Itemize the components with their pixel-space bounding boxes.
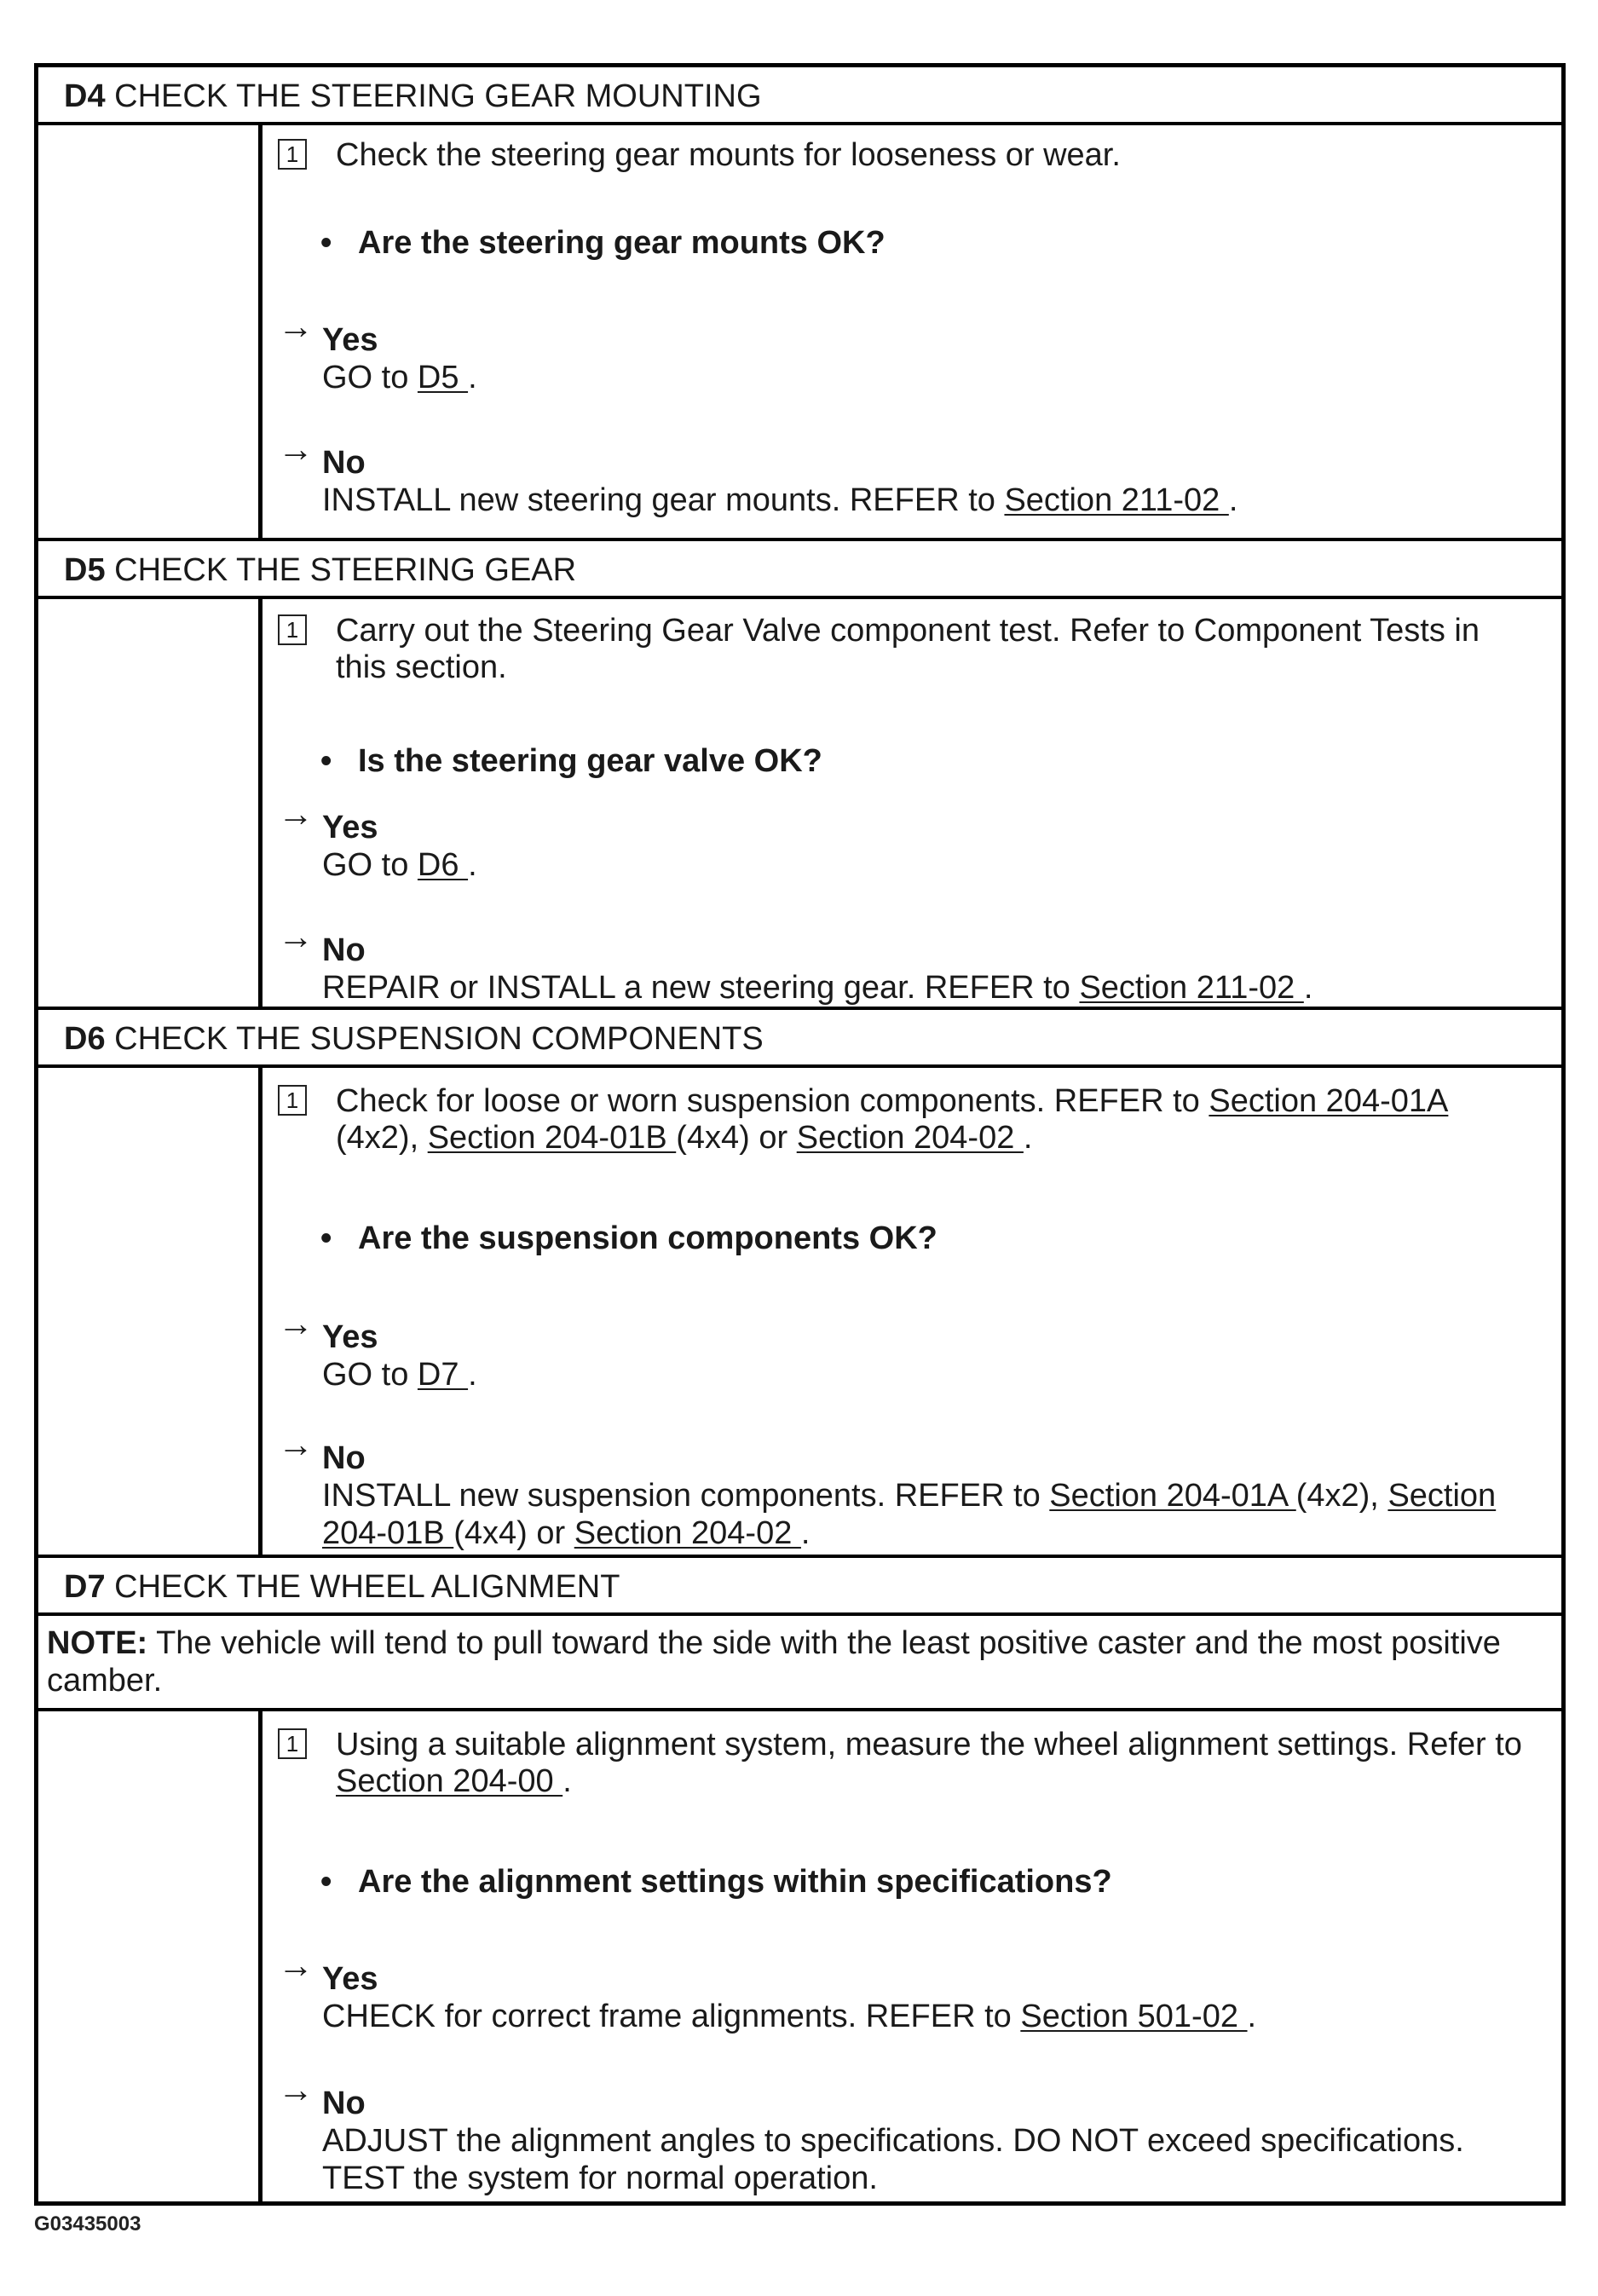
d7-no-label: No (322, 2085, 366, 2121)
d7-yes-text (322, 1998, 1556, 2035)
arrow-right-icon: → (278, 1945, 314, 1985)
step-checkbox-icon: 1 (278, 614, 307, 645)
d7-answer-no (278, 2069, 1556, 2197)
link-d5[interactable]: D5 (417, 360, 469, 395)
link-section-204-01a[interactable]: Section 204-01A (1209, 1083, 1449, 1119)
d4-yes-post: . (468, 360, 477, 395)
arrow-right-icon: → (278, 306, 314, 346)
d6-yes-post: . (468, 1357, 477, 1393)
d5-code: D5 (64, 552, 106, 588)
d6-step (278, 1083, 1548, 1157)
d6-step-mid2: (4x4) or (676, 1120, 797, 1156)
step-checkbox-icon: 1 (278, 1728, 307, 1759)
d5-step-text (336, 613, 1548, 686)
arrow-right-icon: → (278, 1424, 314, 1464)
d7-yes-post: . (1247, 1999, 1257, 2034)
d7-no-line1: ADJUST the alignment angles to specifications. DO NOT exceed specifications. (322, 2123, 1464, 2159)
d6-yes-text (322, 1356, 1556, 1393)
d6-question-text: Are the suspension components OK? (358, 1220, 937, 1256)
d6-answer-no (278, 1424, 1556, 1552)
bullet-icon: • (320, 743, 332, 779)
d5-left-cell (38, 599, 262, 1007)
d6-answer-yes (278, 1303, 1556, 1393)
link-section-204-01b[interactable]: Section 204-01B (427, 1120, 677, 1156)
d6-no-pre: INSTALL new suspension components. REFER to (322, 1478, 1050, 1514)
link-section-204-01a[interactable]: Section 204-01A (1049, 1478, 1296, 1514)
d6-code: D6 (64, 1021, 106, 1057)
d7-right-cell (262, 1711, 1561, 2201)
d4-question-text: Are the steering gear mounts OK? (358, 225, 886, 261)
link-d6[interactable]: D6 (417, 847, 469, 883)
link-section-211-02[interactable]: Section 211-02 (1079, 970, 1304, 1006)
d5-right-cell (262, 599, 1561, 1007)
d7-code: D7 (64, 1569, 106, 1605)
d6-no-post: . (800, 1515, 811, 1551)
d4-title: CHECK THE STEERING GEAR MOUNTING (114, 78, 762, 114)
d4-no-pre: INSTALL new steering gear mounts. REFER to (322, 482, 1005, 518)
d4-row (38, 125, 1561, 541)
d7-step-post: . (562, 1763, 572, 1799)
d5-yes-post: . (468, 847, 477, 883)
arrow-right-icon: → (278, 916, 314, 956)
d6-step-pre: Check for loose or worn suspension components. REFER to (336, 1083, 1209, 1119)
d4-left-cell (38, 125, 262, 538)
d4-answer-no (278, 429, 1556, 519)
d4-yes-pre: GO to (322, 360, 418, 395)
link-d7[interactable]: D7 (417, 1357, 469, 1393)
d4-no-text (322, 482, 1556, 519)
note-text: The vehicle will tend to pull toward the side with the least positive caster and the most positive camber. (47, 1625, 1501, 1699)
d5-answer-yes (278, 793, 1556, 884)
bullet-icon: • (320, 225, 332, 261)
link-section-204-01b-cont[interactable]: 204-01B (322, 1515, 454, 1551)
d5-no-label: No (322, 932, 366, 968)
d6-header (38, 1010, 1561, 1068)
d4-header (38, 67, 1561, 125)
d7-question-text: Are the alignment settings within specifications? (358, 1864, 1112, 1900)
bullet-icon: • (320, 1220, 332, 1256)
arrow-right-icon: → (278, 793, 314, 834)
d6-title: CHECK THE SUSPENSION COMPONENTS (114, 1021, 764, 1057)
d7-step-text (336, 1727, 1548, 1800)
d4-step-text: Check the steering gear mounts for looseness or wear. (336, 137, 1121, 173)
d6-yes-label: Yes (322, 1319, 378, 1355)
d6-step-mid1: (4x2), (336, 1120, 428, 1156)
step-checkbox-icon: 1 (278, 139, 307, 170)
note-label: NOTE: (47, 1625, 148, 1661)
d6-no-mid1: (4x2), (1295, 1478, 1388, 1514)
d5-header (38, 541, 1561, 599)
d6-yes-pre: GO to (322, 1357, 418, 1393)
d4-step (278, 137, 1548, 174)
d6-left-cell (38, 1068, 262, 1555)
d6-no-label: No (322, 1440, 366, 1476)
d7-header (38, 1558, 1561, 1616)
d7-question (320, 1863, 1112, 1901)
d6-question (320, 1220, 937, 1257)
link-section-204-02[interactable]: Section 204-02 (796, 1120, 1024, 1156)
d7-row (38, 1711, 1561, 2201)
d6-right-cell (262, 1068, 1561, 1555)
d7-step-pre: Using a suitable alignment system, measure the wheel alignment settings. Refer to (336, 1727, 1522, 1762)
d5-question-text: Is the steering gear valve OK? (358, 743, 822, 779)
d7-title: CHECK THE WHEEL ALIGNMENT (114, 1569, 620, 1605)
link-section-501-02[interactable]: Section 501-02 (1020, 1999, 1248, 2034)
d4-no-post: . (1228, 482, 1238, 518)
bullet-icon: • (320, 1864, 332, 1900)
d5-question (320, 742, 822, 780)
d5-no-text (322, 969, 1556, 1007)
d5-step-line2: this section. (336, 649, 507, 685)
d6-step-text (336, 1083, 1548, 1157)
d7-no-line2: TEST the system for normal operation. (322, 2160, 878, 2196)
arrow-right-icon: → (278, 2069, 314, 2109)
d7-step (278, 1727, 1548, 1800)
d7-left-cell (38, 1711, 262, 2201)
d5-row (38, 599, 1561, 1010)
d5-step-line1: Carry out the Steering Gear Valve component test. Refer to Component Tests in (336, 613, 1480, 649)
d5-yes-label: Yes (322, 810, 378, 845)
d4-question (320, 224, 886, 262)
d4-answer-yes (278, 306, 1556, 396)
arrow-right-icon: → (278, 429, 314, 469)
d4-no-label: No (322, 445, 366, 481)
d4-yes-text (322, 359, 1556, 396)
d5-title: CHECK THE STEERING GEAR (114, 552, 577, 588)
d5-yes-pre: GO to (322, 847, 418, 883)
d6-no-text (322, 1477, 1556, 1552)
figure-code: G03435003 (34, 2212, 141, 2235)
step-checkbox-icon: 1 (278, 1085, 307, 1116)
d6-row (38, 1068, 1561, 1558)
d7-answer-yes (278, 1945, 1556, 2035)
d4-code: D4 (64, 78, 106, 114)
d5-yes-text (322, 846, 1556, 884)
d6-no-mid2: (4x4) or (453, 1515, 574, 1551)
d7-yes-label: Yes (322, 1961, 378, 1997)
d5-no-post: . (1303, 970, 1313, 1006)
link-section-211-02[interactable]: Section 211-02 (1004, 482, 1229, 518)
link-section-204-00[interactable]: Section 204-00 (336, 1763, 563, 1799)
d7-no-text (322, 2122, 1556, 2197)
d5-no-pre: REPAIR or INSTALL a new steering gear. REFER to (322, 970, 1080, 1006)
d5-answer-no (278, 916, 1556, 1007)
d4-yes-label: Yes (322, 322, 378, 358)
link-section-204-02[interactable]: Section 204-02 (574, 1515, 801, 1551)
diagnostic-table (34, 63, 1566, 2206)
link-section-204-01b[interactable]: Section (1387, 1478, 1497, 1514)
d5-step (278, 613, 1548, 686)
arrow-right-icon: → (278, 1303, 314, 1343)
d7-yes-pre: CHECK for correct frame alignments. REFER to (322, 1999, 1021, 2034)
d7-note (38, 1616, 1561, 1711)
d4-right-cell (262, 125, 1561, 538)
d6-step-post: . (1023, 1120, 1033, 1156)
